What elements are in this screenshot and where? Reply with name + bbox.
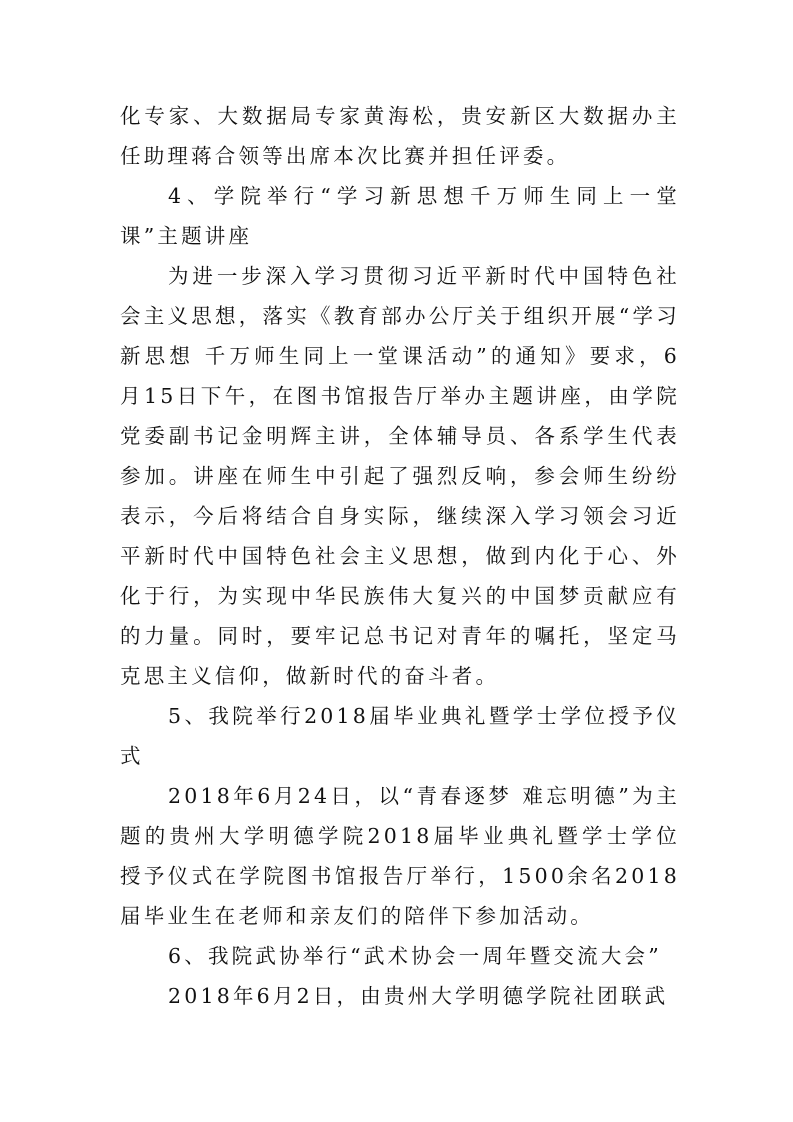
section-heading-5: 5、我院举行2018届毕业典礼暨学士学位授予仪式 bbox=[120, 704, 680, 768]
paragraph-continued: 化专家、大数据局专家黄海松，贵安新区大数据办主任助理蒋合领等出席本次比赛并担任评委。 bbox=[120, 104, 680, 168]
section-paragraph-6: 2018年6月2日，由贵州大学明德学院社团联武 bbox=[168, 984, 669, 1008]
section-heading-4: 4、学院举行“学习新思想千万师生同上一堂课”主题讲座 bbox=[120, 184, 680, 248]
section-paragraph-5: 2018年6月24日，以“青春逐梦 难忘明德”为主题的贵州大学明德学院2018届毕业典礼暨学士学位授予仪式在学院图书馆报告厅举行，1500余名2018届毕业生在老师和亲友们的陪伴下参加活动。 bbox=[120, 784, 680, 928]
section-heading-6: 6、我院武协举行“武术协会一周年暨交流大会” bbox=[168, 944, 662, 968]
document-body bbox=[120, 96, 680, 1016]
section-paragraph-4: 为进一步深入学习贯彻习近平新时代中国特色社会主义思想，落实《教育部办公厅关于组织开展“学习新思想 千万师生同上一堂课活动”的通知》要求，6月15日下午，在图书馆报告厅举办主题讲座，由学院党委副书记金明辉主讲，全体辅导员、各系学生代表参加。讲座在师生中引起了强烈反响，参会师生纷纷表示，今后将结合自身实际，继续深入学习领会习近平新时代中国特色社会主义思想，做到内化于心、外化于行，为实现中华民族伟大复兴的中国梦贡献应有的力量。同时，要牢记总书记对青年的嘱托，坚定马克思主义信仰，做新时代的奋斗者。 bbox=[120, 264, 680, 688]
